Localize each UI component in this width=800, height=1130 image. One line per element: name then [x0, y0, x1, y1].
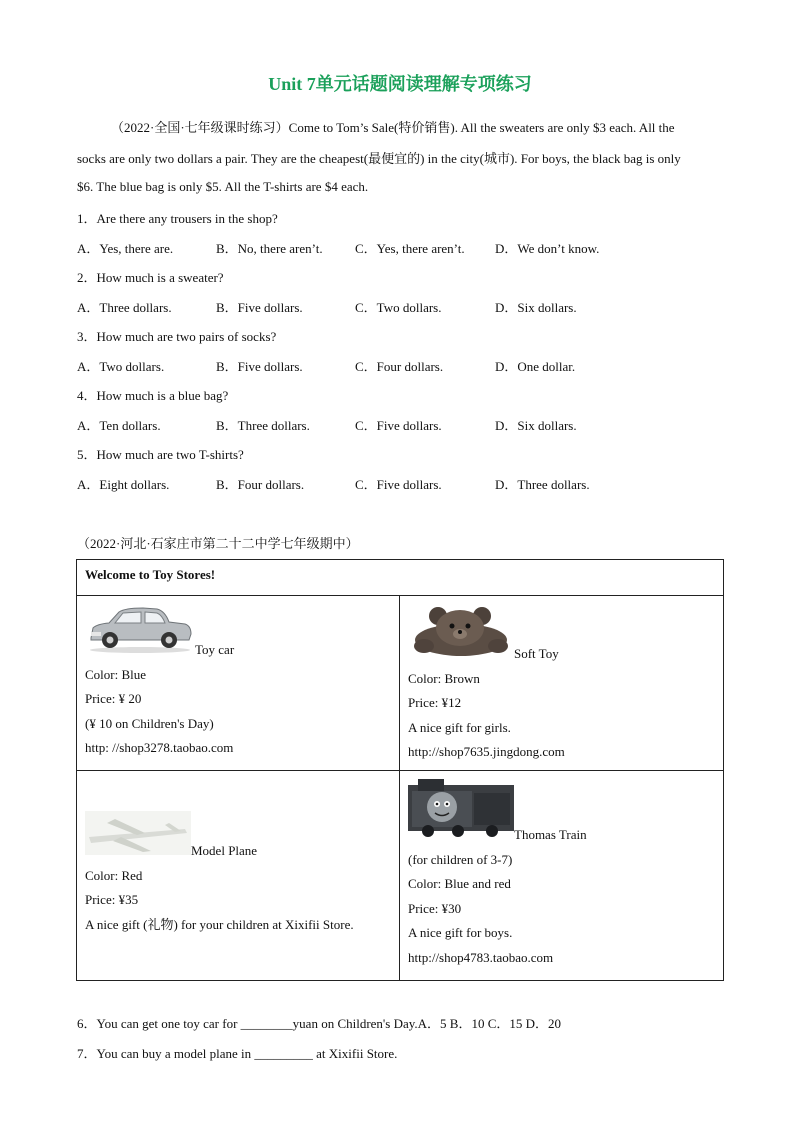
toy-color: Color: Red	[85, 867, 143, 883]
option[interactable]: C．Two dollars.	[355, 300, 442, 315]
toy-price: Price: ¥ 20	[85, 691, 142, 706]
toy-price: Price: ¥35	[85, 892, 139, 907]
option[interactable]: A．Ten dollars.	[77, 418, 161, 433]
option[interactable]: D．Six dollars.	[495, 418, 577, 433]
question: 3．How much are two pairs of socks?	[77, 329, 277, 344]
passage-line: （2022·全国·七年级课时练习）Come to Tom’s Sale(特价销售). All the sweaters are only $3 each. All the	[111, 120, 675, 135]
question: 6．You can get one toy car for ________yuan on Children's Day.A．5 B．10 C．15 D．20	[77, 1016, 562, 1031]
toy-price: Price: ¥30	[408, 900, 462, 916]
question: 1．Are there any trousers in the shop?	[77, 211, 278, 226]
option[interactable]: A．Yes, there are.	[77, 241, 174, 256]
toy-color: Color: Brown	[408, 670, 480, 686]
thomas-train-cell	[400, 771, 724, 981]
toy-price: Price: ¥12	[408, 695, 462, 710]
toy-car-image	[85, 602, 195, 663]
table-header: Welcome to Toy Stores!	[77, 560, 724, 596]
toy-color: Color: Blue and red	[408, 876, 511, 891]
toy-name: Toy car	[195, 642, 235, 657]
toy-note: A nice gift (礼物) for your children at Xixifii Store.	[85, 916, 354, 932]
question: 7．You can buy a model plane in _________ at Xixifii Store.	[77, 1046, 398, 1061]
option[interactable]: D．Three dollars.	[495, 477, 590, 492]
option[interactable]: D．One dollar.	[495, 359, 576, 374]
option[interactable]: B．No, there aren’t.	[216, 241, 323, 256]
model-plane-image	[85, 811, 191, 864]
teddy-bear-image	[408, 602, 514, 667]
toy-name: Thomas Train	[514, 827, 587, 842]
toy-car-cell	[77, 596, 400, 771]
question: 5．How much are two T-shirts?	[77, 447, 244, 462]
option[interactable]: B．Three dollars.	[216, 418, 310, 433]
option[interactable]: C．Yes, there aren’t.	[355, 241, 465, 256]
toy-note: (¥ 10 on Children's Day)	[85, 715, 214, 731]
model-plane-cell	[77, 771, 400, 981]
source-label: （2022·河北·石家庄市第二十二中学七年级期中）	[77, 536, 359, 551]
toy-age: (for children of 3-7)	[408, 851, 513, 867]
toy-store-table	[76, 559, 724, 981]
option[interactable]: D．We don’t know.	[495, 241, 600, 256]
question: 2．How much is a sweater?	[77, 270, 224, 285]
soft-toy-cell	[400, 596, 724, 771]
option[interactable]: A．Three dollars.	[77, 300, 172, 315]
passage-line: $6. The blue bag is only $5. All the T-shirts are $4 each.	[77, 179, 369, 194]
toy-color: Color: Blue	[85, 666, 147, 682]
toy-link[interactable]: http: //shop3278.taobao.com	[85, 740, 234, 755]
question: 4．How much is a blue bag?	[77, 388, 229, 403]
option[interactable]: C．Five dollars.	[355, 418, 442, 433]
option[interactable]: A．Two dollars.	[77, 359, 165, 374]
toy-link[interactable]: http://shop7635.jingdong.com	[408, 744, 565, 759]
toy-note: A nice gift for girls.	[408, 719, 511, 735]
option[interactable]: C．Five dollars.	[355, 477, 442, 492]
toy-note: A nice gift for boys.	[408, 925, 513, 940]
page-title: Unit 7单元话题阅读理解专项练习	[268, 74, 532, 94]
option[interactable]: C．Four dollars.	[355, 359, 444, 374]
option[interactable]: B．Four dollars.	[216, 477, 305, 492]
passage-line: socks are only two dollars a pair. They are the cheapest(最便宜的) in the city(城市). For boys, the black bag is only	[77, 151, 681, 166]
option[interactable]: B．Five dollars.	[216, 300, 303, 315]
toy-link[interactable]: http://shop4783.taobao.com	[408, 949, 554, 965]
toy-name: Model Plane	[191, 843, 258, 858]
option[interactable]: B．Five dollars.	[216, 359, 303, 374]
option[interactable]: D．Six dollars.	[495, 300, 577, 315]
thomas-train-image	[408, 777, 514, 848]
toy-name: Soft Toy	[514, 646, 559, 661]
option[interactable]: A．Eight dollars.	[77, 477, 170, 492]
